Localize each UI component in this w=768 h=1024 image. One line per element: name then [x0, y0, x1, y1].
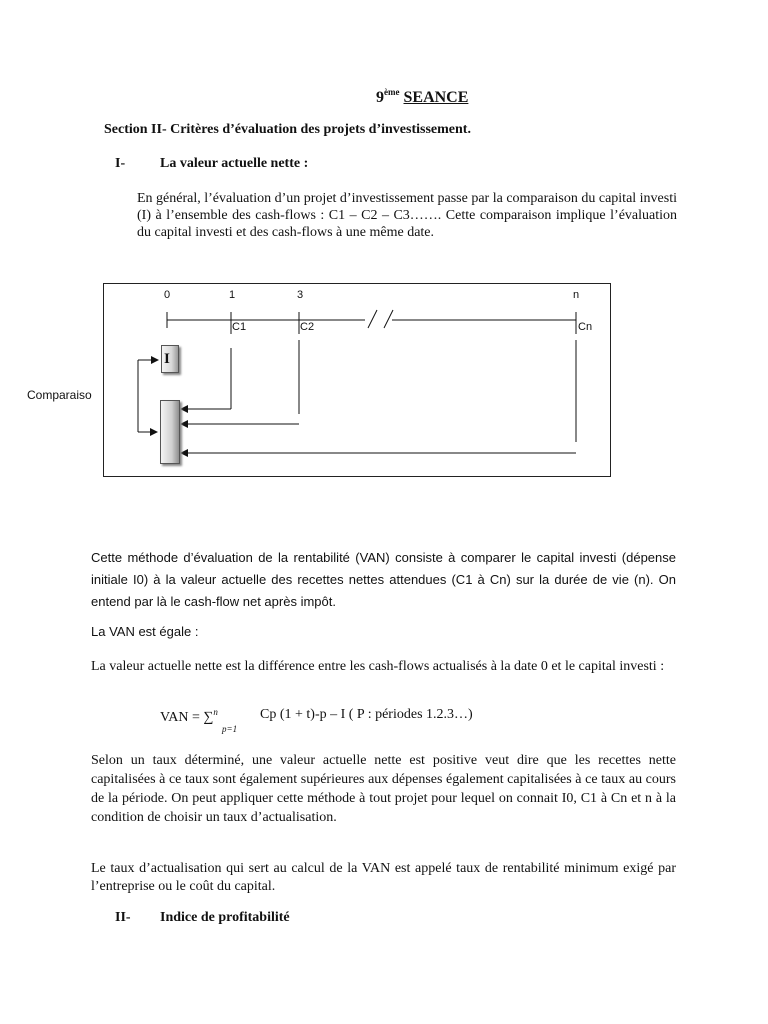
intro-paragraph: En général, l’évaluation d’un projet d’investissement passe par la comparaison du capital investi (I) à l’ensemble des cash-flows : C1 – C2 – C3……. Cette comparaison implique l’évaluation du capital investi et des cash-flows à une même date.	[137, 191, 677, 240]
flow-label-c1: C1	[232, 321, 247, 333]
comparison-label: Comparaiso	[27, 388, 92, 402]
van-equal-line: La VAN est égale :	[91, 624, 199, 639]
selon-paragraph: Selon un taux déterminé, une valeur actuelle nette est positive veut dire que les recettes nette capitalisées à ce taux sont également supérieures aux dépenses également capitalisées à ce taux au cours de la période. On peut appliquer cette méthode à tout projet pour lequel on connait I0, C1 à Cn et n à la condition de choisir un taux d’actualisation.	[91, 753, 676, 825]
part2-number: II-	[115, 910, 131, 925]
tick-label-3: 3	[297, 289, 304, 301]
investment-box: I	[161, 345, 179, 373]
formula-sup: n	[213, 707, 218, 717]
flow-arrows	[181, 340, 576, 453]
page-title: 9ème SEANCE	[376, 87, 469, 106]
method-paragraph: Cette méthode d’évaluation de la rentabilité (VAN) consiste à comparer le capital investi (dépense initiale I0) à la valeur actuelle des recettes nettes attendues (C1 à Cn) sur la durée de vie (n). On entend par là le cash-flow net après impôt.	[91, 550, 676, 609]
formula-lhs: VAN = ∑	[160, 710, 214, 725]
taux-paragraph: Le taux d’actualisation qui sert au calcul de la VAN est appelé taux de rentabilité minimum exigé par l’entreprise ou le coût du capital.	[91, 861, 676, 894]
flow-label-c2: C2	[300, 321, 315, 333]
van-formula	[160, 707, 218, 726]
formula-sub: p=1	[222, 724, 238, 734]
tick-label-0: 0	[164, 289, 171, 301]
flow-label-cn: Cn	[578, 321, 593, 333]
part2-title: Indice de profitabilité	[160, 910, 290, 925]
section-heading: Section II- Critères d’évaluation des projets d’investissement.	[104, 122, 471, 137]
comparison-bracket	[138, 360, 157, 432]
timeline	[167, 310, 576, 334]
tick-label-1: 1	[229, 289, 236, 301]
definition-paragraph: La valeur actuelle nette est la différence entre les cash-flows actualisés à la date 0 et le capital investi :	[91, 659, 665, 674]
tick-label-n: n	[573, 289, 580, 301]
part1-title: La valeur actuelle nette :	[160, 156, 309, 171]
cashflow-total-box	[160, 400, 180, 464]
break-mark	[368, 310, 377, 328]
part1-number: I-	[115, 156, 126, 171]
break-mark	[384, 310, 393, 328]
formula-rhs: Cp (1 + t)-p – I ( P : périodes 1.2.3…)	[260, 707, 473, 722]
